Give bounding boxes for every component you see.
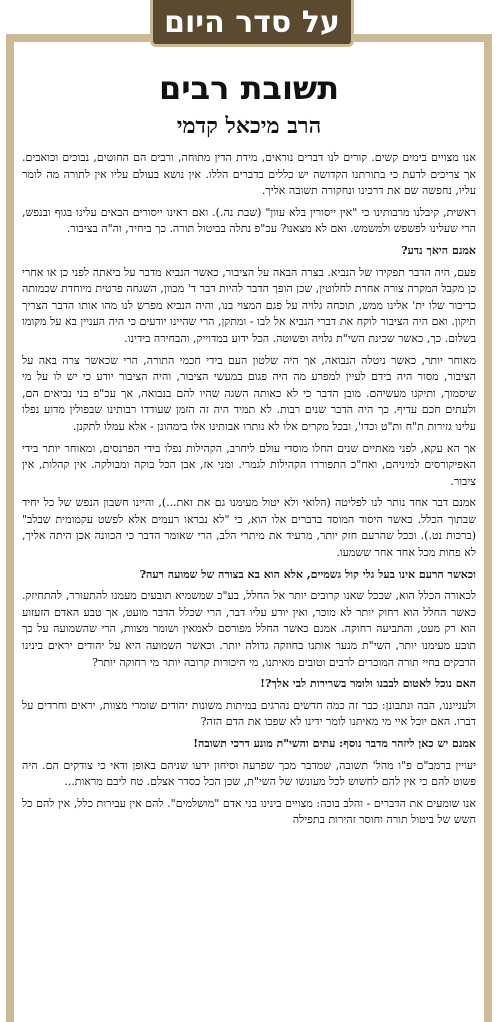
article-paragraph: אנו מצויים בימים קשים. קורים לנו דברים נוראים, מידת הדין מתוחה, ורבים הם החוטים, נבוכים וכואבים. אך צריכים לדעת כי בתורתנו הקדושה יש כללים בדברים הללו. אין נושא בעולם עליו אין לתורה מה לומר עליו, נחפשה שם את דרכינו ונחקורה תשובה אליך. bbox=[22, 151, 476, 198]
article-paragraph: אמנם דבר אחד נותר לנו לפליטה (הלואי ולא יטול מעימנו גם את זאת...), והיינו חשבון הנפש של כל יחיד שבתוך הכלל. כאשר היסוד המוסד בדברים אלו הוא, כי "לא נבראו רעמים אלא לפשט עקמומית שבלב" (ברכות נט.). וככל שהרעם חזק יותר, מרעיד את מיתרי הלב, הרי שאומר הדבר כי הכוונה אכן היתה אליך, לא פחות מכל אחד אחר ששמעו. bbox=[22, 496, 476, 560]
article-subheading: אמנם יש כאן ליזהר מדבר נוסף: עתים והשי"ת מונע דרכי תשובה! bbox=[193, 737, 476, 750]
article-subheading: אמנם היאך נדע? bbox=[401, 243, 476, 257]
article-subheading: האם נוכל לאטום לבבנו ולומר בשרירות לבי אלך?! bbox=[260, 677, 476, 691]
article-paragraph: ראשית, קיבלנו מרבותינו כי "אין ייסורין בלא עוון" (שבת נה.). ואם ראינו ייסורים הבאים עלינו בגוף ובנפש, הרי שעלינו לפשפש ולמשמש. ואם לא מצאנו? עכ"פ נתלה בביטול תורה. כך ביחיד, וה"ה בציבור. bbox=[22, 205, 476, 236]
article-paragraph: מאוחר יותר, כאשר ניטלה הנבואה, אך היה שלטון העם בידי חכמי התורה, הרי שכאשר צרה באה על הציבור, מסור היה בידם לעיין למפרע מה היה פגום במעשי הציבור, והיה הציבור יודע כי יש לו על מי שיסמוך, ותיקנו מעשיהם. מובן הדבר כי לא כאותה השגה שהיו להם בנבואה, אך עכ"פ בני נביאים הם, ולעתים חכם עדיף. כך היה הדבר שנים רבות. לא תמיד היה זה הזמן שעודדו רבותינו שבפולין מדוע נפלו עלינו גזירות ת"ח ות"ט וכדו', ובכל מקרים אלו לא נותרו אבותינו אלו בימהונן - אלא עמלו לתקנן. bbox=[22, 353, 476, 433]
article-author: הרב מיכאל קדמי bbox=[176, 113, 322, 139]
article-subheading: וכאשר הרעם אינו בעל גלי קול גשמיים, אלא הוא בא בצורה של שמועה רעה? bbox=[139, 567, 476, 581]
article-paragraph: אנו שומעים את הדברים - והלב בוכה: מצויים בינינו בני אדם "מושלמים". להם אין עבירות כלל, אין להם כל חשש של ביטול תורה וחוסר זהירות בתפילה bbox=[22, 796, 476, 827]
article-paragraph: יעויין ברמב"ם פ"ו מהל' תשובה, שמדבר מכך שפרעה וסיחון ידעו שניהם באופן ודאי כי צודקים הם. היה פשוט להם כי אין להם לחשוש לכל מעונשו של השי"ת, שכן הכל כסדר אצלם. טח ליבם מראות... bbox=[22, 758, 476, 789]
article-paragraph: אך הא עקא, לפני מאתיים שנים החלו מוסדי עולם ליחרב, הקהילות נפלו בידי הפרנסים, ומאוחר יותר בידי האפיקורסים למיניהם, ואח"כ התפוררו הקהילות לגמרי. ומני אז, אבן הכל בוקה ומבולקה. אין קהלות, אין ציבור. bbox=[22, 441, 476, 488]
frame-left-border bbox=[6, 34, 14, 1022]
article-body bbox=[22, 150, 476, 1022]
section-label: על סדר היום bbox=[164, 4, 340, 40]
article-paragraph: פעם, היה הדבר תפקידו של הנביא. בצרה הבאה על הציבור, כאשר הנביא מדבר על ביאתה לפני כן או אחרי כן מקבל המקרה צורה אחרת לחלוטין, שכן הופך הדבר להיות דבר ד' מכוון, השגחה פרטית מיוחדת שכמותה כדיבור שלו ית' אלינו ממש, תוכחה גלויה על פגם המצוי בנו, והיה הנביא מפרש לנו מהו אותו הדבר הצריך תיקון. ואם היה הציבור לוקח את דברי הנביא אל לבו - ומתקן, הרי שהיינו יודעים כי היה העניין בא על מקומו בשלום. כך, כאשר שכינת השי"ת גלויה ופשוטה. הכל ידוע במדוייק, והבחירה בידינו. bbox=[22, 265, 476, 345]
article-paragraph: לכאורה הכלל הוא, שככל שאנו קרובים יותר אל החלל, בע"כ שמשמיא תובעים מעמנו להתעורר, להתחיזק. כאשר החלל הוא רחוק יותר לא מוכר, ואין יודע עליו דבר, הרי שכלל הדבר מועט, אך טבע האדם הזעזוע הוא רק מעט, והתביעה רחוקה. אמנם כאשר החלל מפורסם לאמאין ושומר מצוות, הרי שהשמועה על כך תובע מעימנו יותר, השי"ת מנער אותנו בחוזקה גדולה יותר. וכאשר השמועה היא על יהודים יראים בינינו הדבקים בחיי תורה המוכרים לרבים וטובים מאיתנו, מי היכורות קרובה יותר מי רחוקה יותר? bbox=[22, 589, 476, 669]
article-title: תשובת רבים bbox=[158, 69, 340, 107]
frame-right-border bbox=[484, 34, 492, 1022]
article-paragraph: ולענייננו, הבה ונתבונן: כבר זה כמה חדשים נהרגים במיתות משונות יהודים שומרי מצוות, יראים וחרדים על דברו. האם יוכל איי מי מאיתנו לומר ידינו לא שפכו את הדם הזה? bbox=[22, 698, 476, 729]
section-header bbox=[150, 0, 354, 47]
